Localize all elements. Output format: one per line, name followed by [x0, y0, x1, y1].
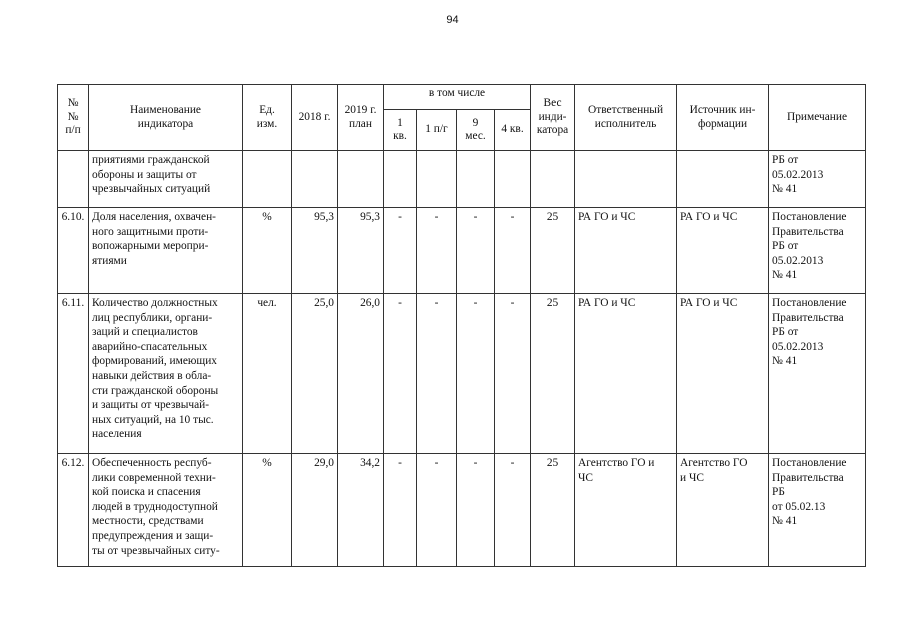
- table-row: [58, 294, 866, 454]
- cell-2018: 25,0: [292, 294, 338, 454]
- cell-q4: -: [495, 454, 531, 567]
- cell-q4: [495, 151, 531, 208]
- cell-h1: [417, 151, 457, 208]
- cell-name: Обеспеченность респуб- лики современной техни- кой поиска и спасения людей в труднодоступной местности, средствами предупреждения и защи- ты от чрезвычайных ситу-: [89, 454, 243, 567]
- cell-source: [677, 151, 769, 208]
- header-including: в том числе: [384, 85, 531, 110]
- cell-2019: 95,3: [338, 208, 384, 294]
- header-name: Наименование индикатора: [89, 85, 243, 151]
- header-source: Источник ин- формации: [677, 85, 769, 151]
- header-note: Примечание: [769, 85, 866, 151]
- cell-source: РА ГО и ЧС: [677, 208, 769, 294]
- cell-q1: -: [384, 454, 417, 567]
- header-q4: 4 кв.: [495, 110, 531, 151]
- cell-no: 6.11.: [58, 294, 89, 454]
- cell-source: Агентство ГО и ЧС: [677, 454, 769, 567]
- indicator-table: [57, 84, 866, 567]
- cell-weight: [531, 151, 575, 208]
- cell-q1: -: [384, 294, 417, 454]
- cell-9m: [457, 151, 495, 208]
- header-unit: Ед. изм.: [243, 85, 292, 151]
- header-no: № № п/п: [58, 85, 89, 151]
- cell-h1: -: [417, 208, 457, 294]
- header-9m: 9 мес.: [457, 110, 495, 151]
- cell-2018: [292, 151, 338, 208]
- cell-q1: [384, 151, 417, 208]
- cell-note: Постановление Правительства РБ от 05.02.2013 № 41: [769, 208, 866, 294]
- cell-unit: %: [243, 454, 292, 567]
- cell-unit: [243, 151, 292, 208]
- header-2019-plan: 2019 г. план: [338, 85, 384, 151]
- cell-2019: [338, 151, 384, 208]
- page-number: 94: [446, 14, 459, 26]
- cell-no: 6.12.: [58, 454, 89, 567]
- cell-9m: -: [457, 454, 495, 567]
- cell-source: РА ГО и ЧС: [677, 294, 769, 454]
- cell-9m: -: [457, 294, 495, 454]
- cell-2019: 26,0: [338, 294, 384, 454]
- cell-q1: -: [384, 208, 417, 294]
- cell-2019: 34,2: [338, 454, 384, 567]
- header-q1: 1 кв.: [384, 110, 417, 151]
- cell-unit: чел.: [243, 294, 292, 454]
- cell-unit: %: [243, 208, 292, 294]
- cell-weight: 25: [531, 294, 575, 454]
- cell-responsible: РА ГО и ЧС: [575, 208, 677, 294]
- cell-note: РБ от 05.02.2013 № 41: [769, 151, 866, 208]
- cell-h1: -: [417, 454, 457, 567]
- header-h1: 1 п/г: [417, 110, 457, 151]
- header-responsible: Ответственный исполнитель: [575, 85, 677, 151]
- table-row: [58, 151, 866, 208]
- table-row: [58, 454, 866, 567]
- cell-2018: 95,3: [292, 208, 338, 294]
- cell-name: Количество должностных лиц республики, органи- заций и специалистов аварийно-спасательных формирований, имеющих навыки действия в обла- сти гражданской обороны и защиты от чрезвычай- ных ситуаций, на 10 тыс. населения: [89, 294, 243, 454]
- table-row: [58, 208, 866, 294]
- cell-name: Доля населения, охвачен- ного защитными проти- вопожарными меропри- ятиями: [89, 208, 243, 294]
- cell-responsible: [575, 151, 677, 208]
- cell-responsible: Агентство ГО и ЧС: [575, 454, 677, 567]
- cell-responsible: РА ГО и ЧС: [575, 294, 677, 454]
- cell-name: приятиями гражданской обороны и защиты от чрезвычайных ситуаций: [89, 151, 243, 208]
- cell-note: Постановление Правительства РБ от 05.02.2013 № 41: [769, 294, 866, 454]
- cell-weight: 25: [531, 208, 575, 294]
- cell-q4: -: [495, 208, 531, 294]
- cell-no: [58, 151, 89, 208]
- header-weight: Вес инди- катора: [531, 85, 575, 151]
- cell-no: 6.10.: [58, 208, 89, 294]
- cell-weight: 25: [531, 454, 575, 567]
- cell-h1: -: [417, 294, 457, 454]
- cell-9m: -: [457, 208, 495, 294]
- cell-note: Постановление Правительства РБ от 05.02.13 № 41: [769, 454, 866, 567]
- header-2018: 2018 г.: [292, 85, 338, 151]
- cell-q4: -: [495, 294, 531, 454]
- cell-2018: 29,0: [292, 454, 338, 567]
